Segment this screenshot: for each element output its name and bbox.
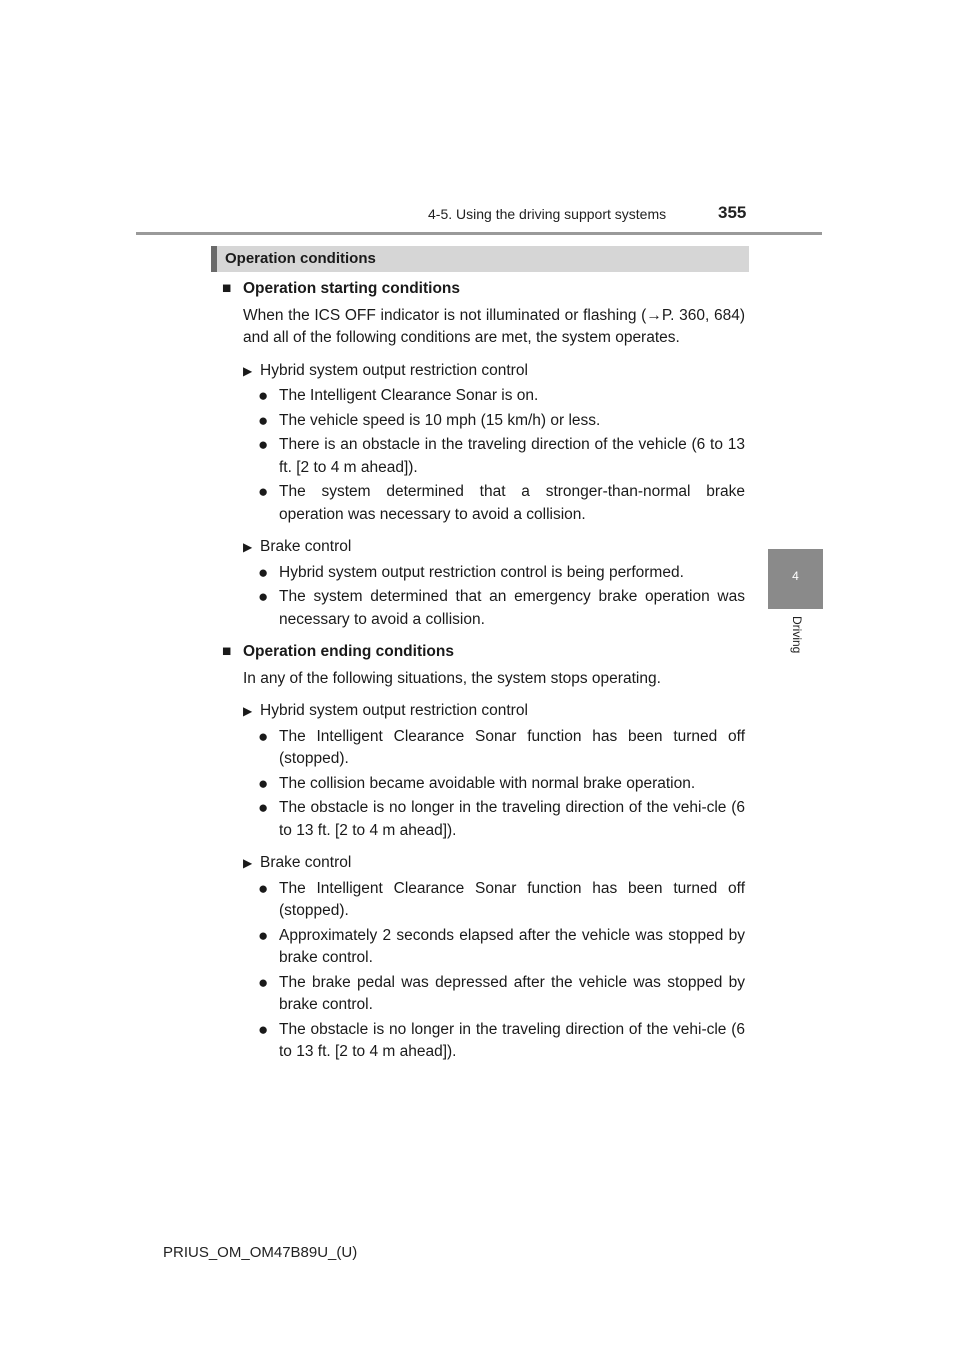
ending-group-items bbox=[260, 726, 745, 843]
circle-bullet-icon: ● bbox=[258, 1019, 269, 1039]
starting-intro: When the ICS OFF indicator is not illuminated or flashing (→P. 360, 684) and all of the following conditions are met, the system operates. bbox=[243, 306, 745, 346]
list-item bbox=[260, 797, 745, 842]
square-bullet-icon: ■ bbox=[222, 643, 232, 660]
list-item-text: The system determined that a stronger-than-normal brake operation was necessary to avoid a collision. bbox=[279, 483, 745, 523]
starting-group-items bbox=[260, 385, 745, 526]
ending-group-title bbox=[243, 852, 745, 875]
circle-bullet-icon: ● bbox=[258, 726, 269, 746]
list-item bbox=[260, 1019, 745, 1064]
list-item-text: The vehicle speed is 10 mph (15 km/h) or less. bbox=[279, 411, 601, 429]
group-title-text: Brake control bbox=[260, 854, 352, 871]
section-heading-box bbox=[211, 246, 749, 272]
list-item bbox=[260, 925, 745, 970]
list-item-text: There is an obstacle in the traveling direction of the vehicle (6 to 13 ft. [2 to 4 m ahead]). bbox=[279, 436, 745, 476]
list-item-text: Hybrid system output restriction control is being performed. bbox=[279, 563, 684, 581]
list-item bbox=[260, 434, 745, 479]
chapter-tab bbox=[768, 549, 823, 609]
circle-bullet-icon: ● bbox=[258, 410, 269, 430]
list-item-text: The obstacle is no longer in the traveling direction of the vehi-cle (6 to 13 ft. [2 to 4 m ahead]). bbox=[279, 1020, 745, 1060]
list-item bbox=[260, 726, 745, 771]
list-item bbox=[260, 586, 745, 631]
list-item bbox=[260, 481, 745, 526]
ending-heading-text: Operation ending conditions bbox=[243, 643, 454, 660]
circle-bullet-icon: ● bbox=[258, 562, 269, 582]
starting-group-title bbox=[243, 360, 745, 383]
list-item-text: Approximately 2 seconds elapsed after the vehicle was stopped by brake control. bbox=[279, 926, 745, 966]
list-item-text: The obstacle is no longer in the traveling direction of the vehi-cle (6 to 13 ft. [2 to 4 m ahead]). bbox=[279, 799, 745, 839]
list-item-text: The brake pedal was depressed after the vehicle was stopped by brake control. bbox=[279, 973, 745, 1013]
ending-conditions-heading bbox=[222, 641, 745, 664]
list-item bbox=[260, 972, 745, 1017]
section-heading-bar bbox=[211, 246, 217, 272]
circle-bullet-icon: ● bbox=[258, 773, 269, 793]
list-item-text: The Intelligent Clearance Sonar is on. bbox=[279, 387, 539, 404]
triangle-bullet-icon: ▶ bbox=[243, 363, 253, 378]
circle-bullet-icon: ● bbox=[258, 587, 269, 606]
list-item-text: The system determined that an emergency brake operation was necessary to avoid a collision. bbox=[279, 588, 745, 628]
section-title: Operation conditions bbox=[225, 250, 376, 267]
circle-bullet-icon: ● bbox=[258, 435, 269, 454]
starting-group-title bbox=[243, 536, 745, 559]
circle-bullet-icon: ● bbox=[258, 482, 269, 501]
circle-bullet-icon: ● bbox=[258, 972, 269, 992]
list-item bbox=[260, 773, 745, 796]
triangle-bullet-icon: ▶ bbox=[243, 540, 253, 554]
square-bullet-icon: ■ bbox=[222, 280, 232, 297]
running-header-section: 4-5. Using the driving support systems bbox=[428, 206, 667, 222]
main-content bbox=[222, 278, 745, 1074]
ending-group-items bbox=[260, 878, 745, 1064]
list-item bbox=[260, 562, 745, 585]
triangle-bullet-icon: ▶ bbox=[243, 704, 253, 718]
circle-bullet-icon: ● bbox=[258, 386, 269, 405]
circle-bullet-icon: ● bbox=[258, 878, 269, 898]
starting-heading-text: Operation starting conditions bbox=[243, 280, 461, 297]
chapter-number: 4 bbox=[792, 569, 799, 583]
triangle-bullet-icon: ▶ bbox=[243, 856, 253, 870]
list-item bbox=[260, 385, 745, 408]
list-item-text: The Intelligent Clearance Sonar function has been turned off (stopped). bbox=[279, 727, 745, 767]
list-item bbox=[260, 878, 745, 923]
group-title-text: Hybrid system output restriction control bbox=[260, 361, 528, 379]
group-title-text: Hybrid system output restriction control bbox=[260, 702, 528, 719]
circle-bullet-icon: ● bbox=[258, 798, 269, 817]
starting-group-items bbox=[260, 562, 745, 632]
page-number: 355 bbox=[718, 203, 747, 222]
chapter-label: Driving bbox=[790, 616, 804, 654]
group-title-text: Brake control bbox=[260, 538, 352, 555]
list-item bbox=[260, 410, 745, 433]
ending-group-title bbox=[243, 700, 745, 723]
header-rule bbox=[136, 232, 822, 235]
starting-conditions-heading bbox=[222, 278, 745, 301]
list-item-text: The collision became avoidable with normal brake operation. bbox=[279, 774, 696, 792]
document-code-footer: PRIUS_OM_OM47B89U_(U) bbox=[163, 1244, 358, 1261]
list-item-text: The Intelligent Clearance Sonar function has been turned off (stopped). bbox=[279, 879, 745, 919]
circle-bullet-icon: ● bbox=[258, 925, 269, 945]
ending-intro: In any of the following situations, the system stops operating. bbox=[243, 669, 661, 687]
